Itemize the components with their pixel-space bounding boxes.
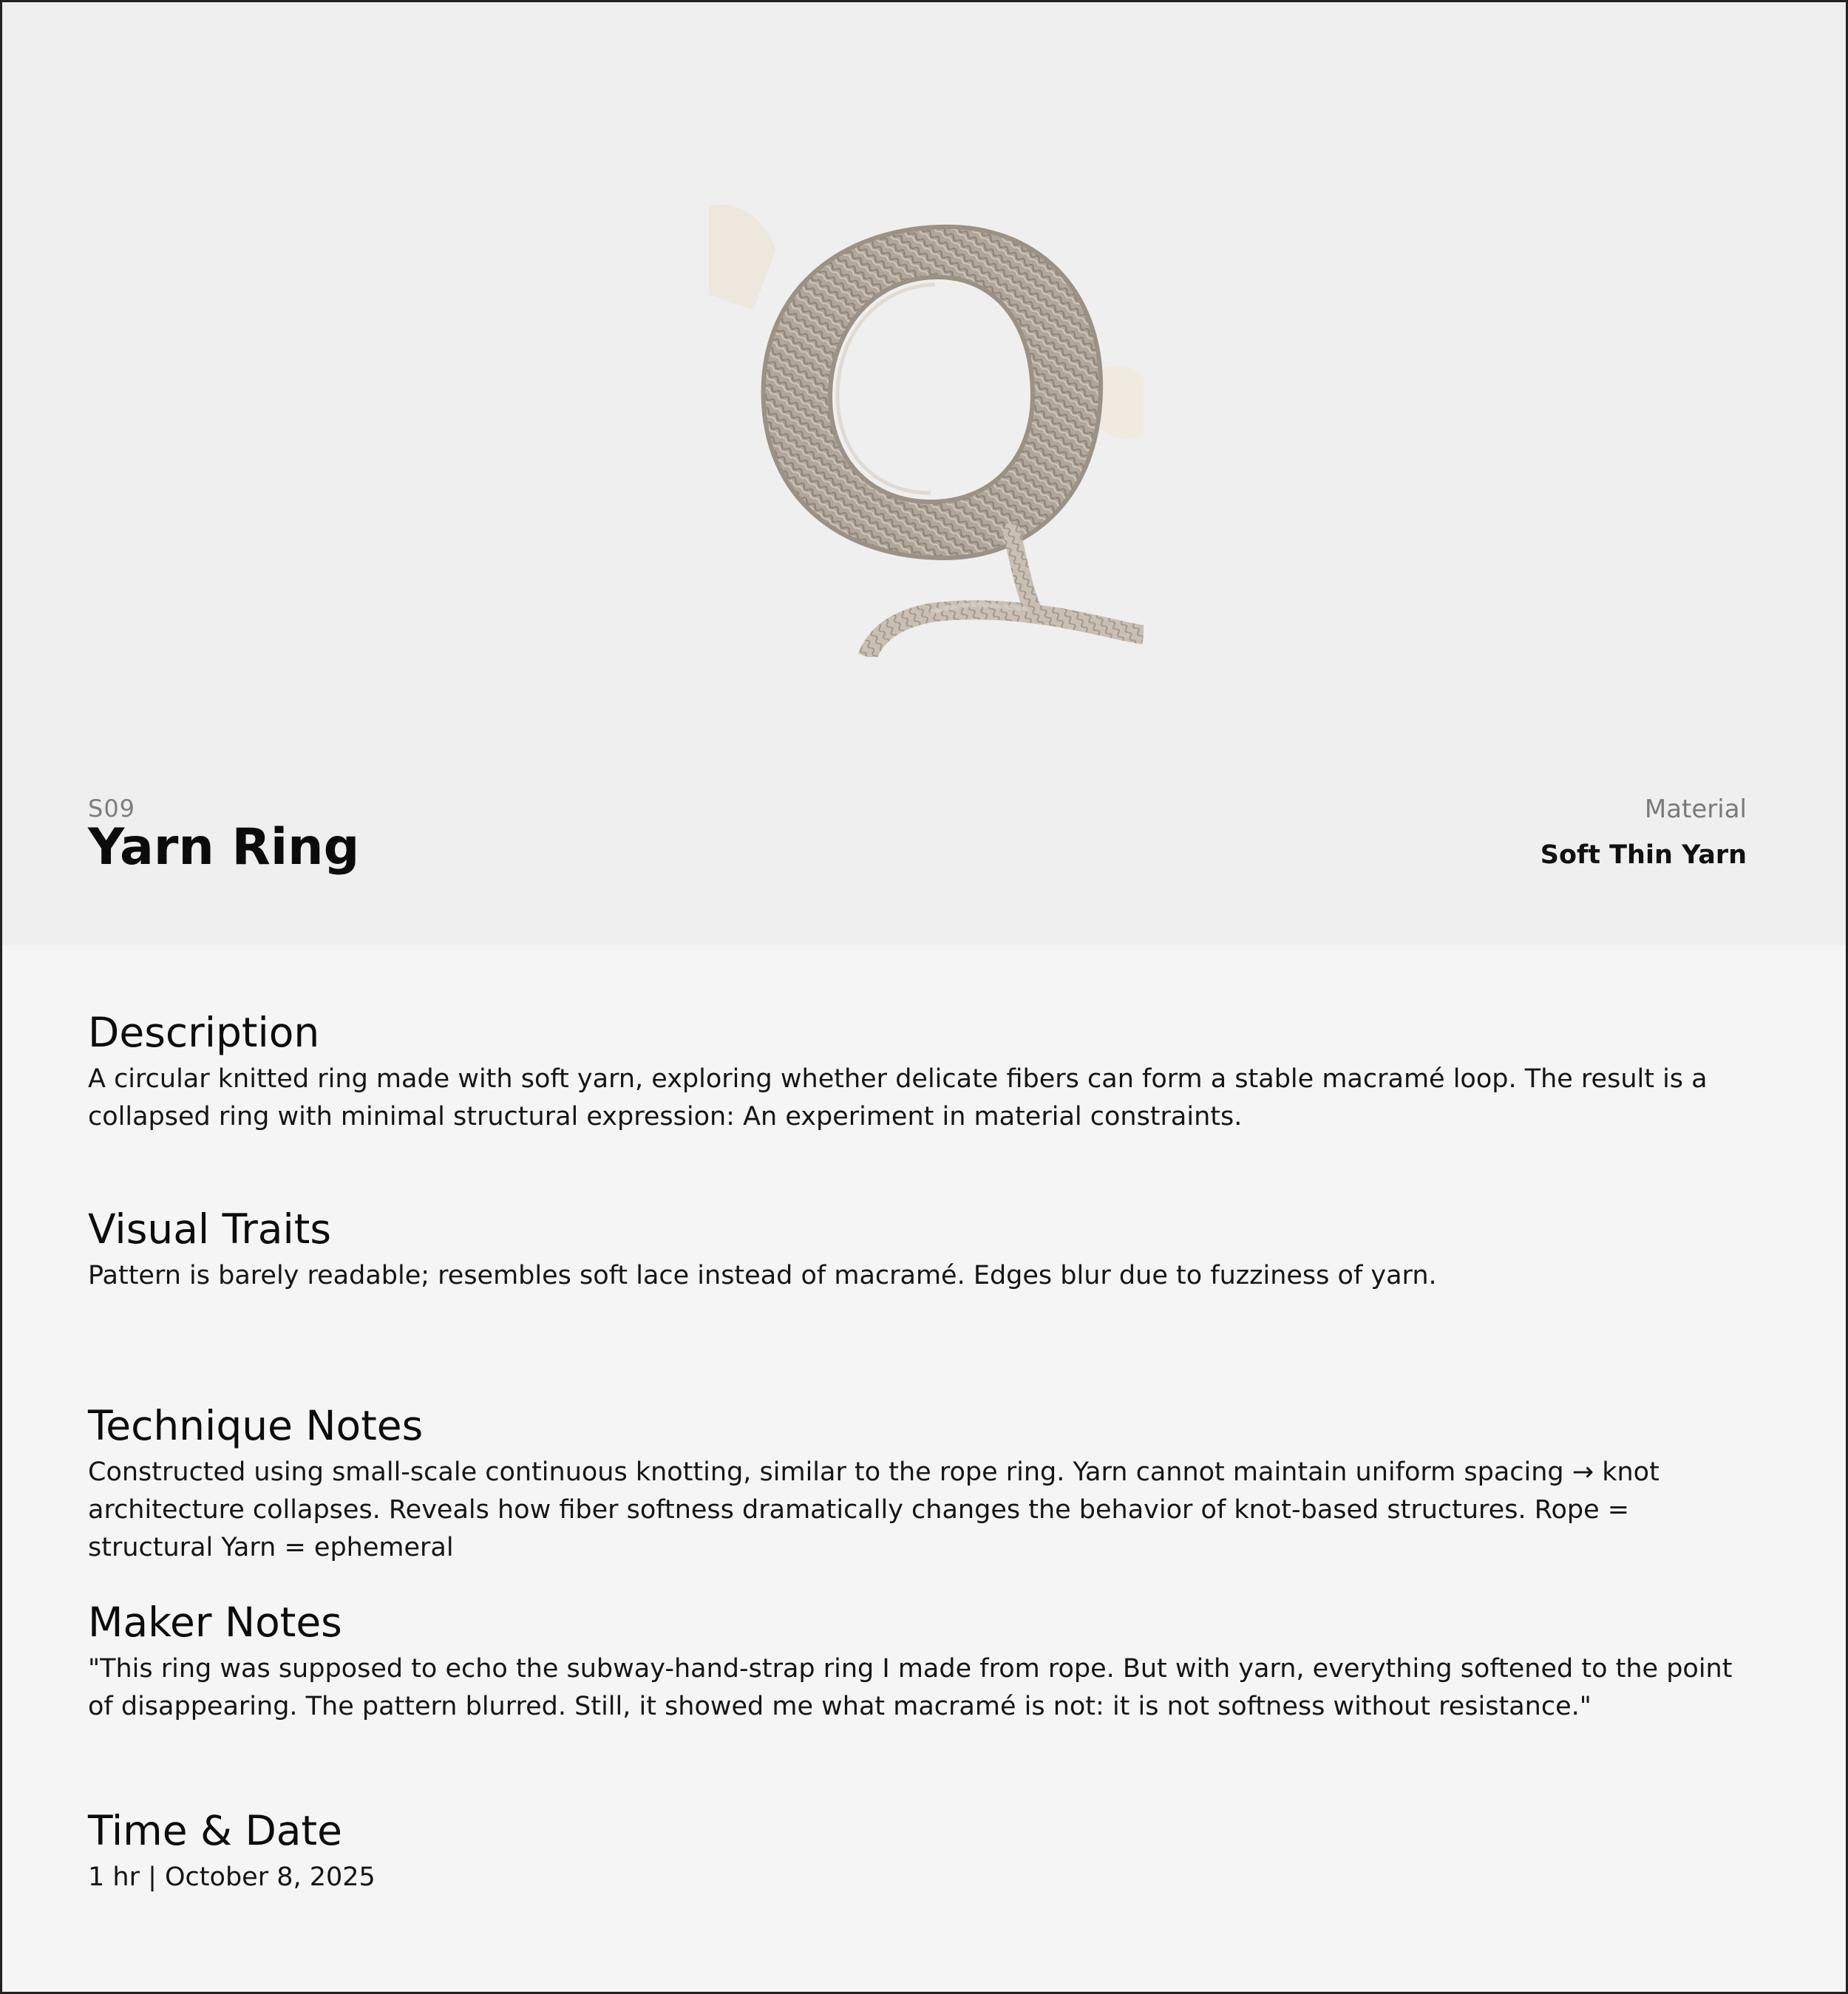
technique-notes-body: Constructed using small-scale continuous knotting, similar to the rope ring. Yarn cannot maintain uniform spacing → knot architecture collapses. Reveals how fiber softness dramatically changes the behavior of knot-based structures. Rope = structural Yarn = ephemeral	[88, 1457, 1660, 1562]
time-date-section	[88, 1803, 1736, 1896]
description-heading: Description	[88, 1009, 320, 1056]
yarn-ring-illustration	[709, 199, 1144, 657]
material-label: Material	[1644, 794, 1747, 824]
maker-notes-heading: Maker Notes	[88, 1599, 342, 1646]
specimen-code: S09	[88, 794, 136, 823]
details-panel	[2, 945, 1848, 1994]
maker-notes-section	[88, 1594, 1736, 1726]
hero-panel	[2, 2, 1848, 945]
visual-traits-body: Pattern is barely readable; resembles soft lace instead of macramé. Edges blur due to fuzziness of yarn.	[88, 1261, 1437, 1290]
yarn-ring-photo	[709, 199, 1144, 657]
time-date-heading: Time & Date	[88, 1807, 342, 1854]
description-section	[88, 1004, 1736, 1136]
description-body: A circular knitted ring made with soft yarn, exploring whether delicate fibers can form a stable macramé loop. The result is a collapsed ring with minimal structural expression: An experiment in material constraints.	[88, 1064, 1708, 1132]
visual-traits-section	[88, 1201, 1736, 1295]
time-date-body: 1 hr | October 8, 2025	[88, 1862, 376, 1892]
specimen-title: Yarn Ring	[88, 818, 360, 877]
technique-notes-heading: Technique Notes	[88, 1402, 424, 1449]
material-value: Soft Thin Yarn	[1540, 840, 1747, 870]
visual-traits-heading: Visual Traits	[88, 1205, 332, 1253]
maker-notes-body: "This ring was supposed to echo the subway-hand-strap ring I made from rope. But with yarn, everything softened to the point of disappearing. The pattern blurred. Still, it showed me what macramé is not: it is not softness without resistance."	[88, 1654, 1733, 1721]
technique-notes-section	[88, 1398, 1736, 1567]
